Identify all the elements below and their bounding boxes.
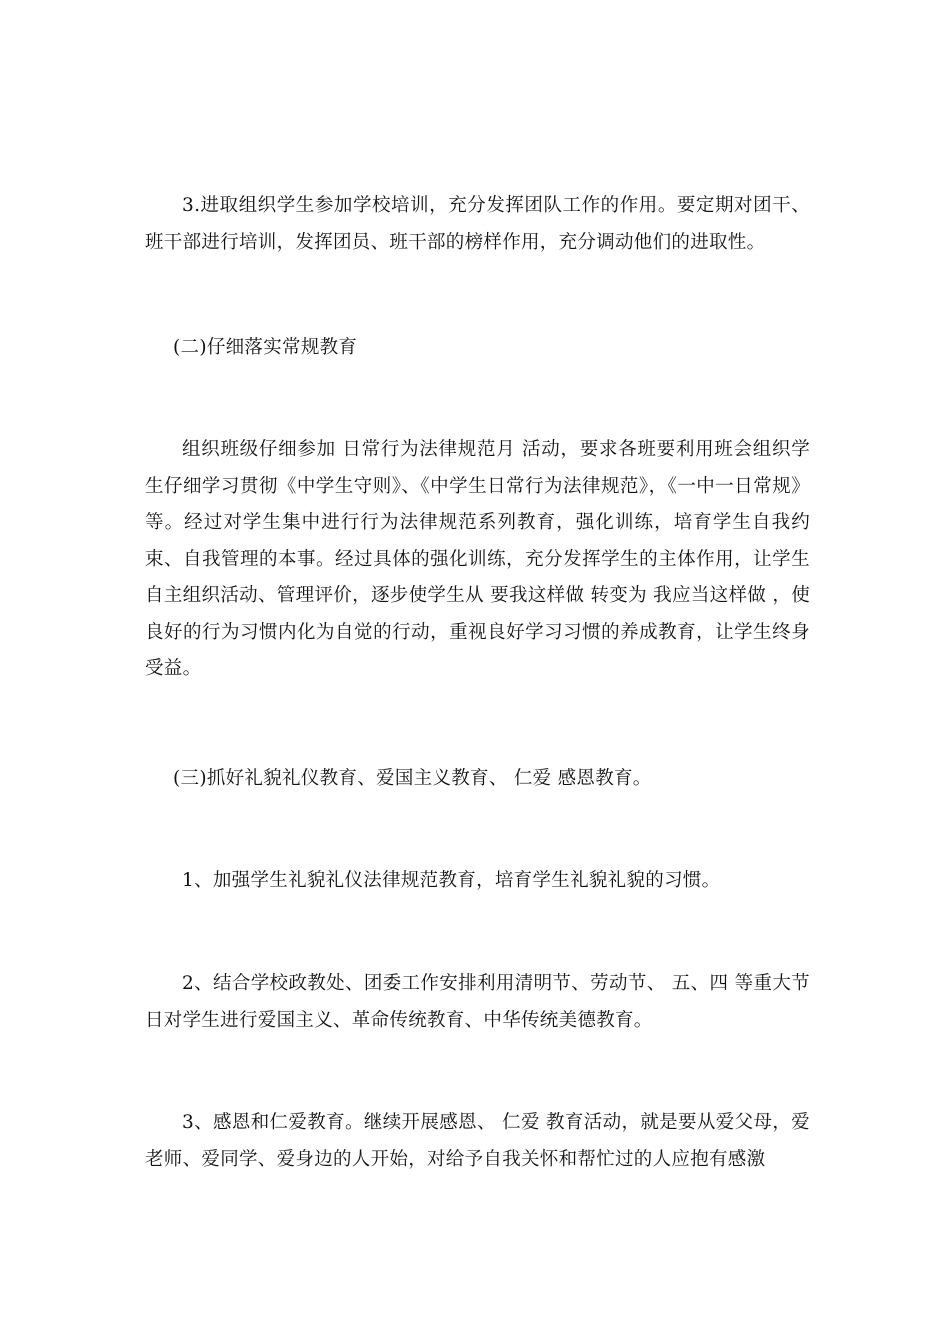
paragraph-etiquette: 1、加强学生礼貌礼仪法律规范教育，培育学生礼貌礼貌的习惯。 xyxy=(182,870,721,891)
section-heading-routine-education: (二)仔细落实常规教育 xyxy=(173,337,358,358)
paragraph-gratitude: 3、感恩和仁爱教育。继续开展感恩、 仁爱 教育活动，就是要从爱父母，爱老师、爱同学、爱身边的人开始，对给予自我关怀和帮忙过的人应抱有感激 xyxy=(145,1112,810,1170)
paragraph-patriotism: 2、结合学校政教处、团委工作安排利用清明节、劳动节、 五、四 等重大节日对学生进行爱国主义、革命传统教育、中华传统美德教育。 xyxy=(145,973,810,1031)
section-heading-etiquette-patriotism: (三)抓好礼貌礼仪教育、爱国主义教育、 仁爱 感恩教育。 xyxy=(173,768,652,789)
paragraph-routine-education: 组织班级仔细参加 日常行为法律规范月 活动，要求各班要利用班会组织学生仔细学习贯彻《中学生守则》、《中学生日常行为法律规范》，《一中一日常规》等。经过对学生集中进行行为法律规范系列教育，强化训练，培育学生自我约束、自我管理的本事。经过具体的强化训练，充分发挥学生的主体作用，让学生自主组织活动、管理评价，逐步使学生从 要我这样做 转变为 我应当这样做 ，使良好的行为习惯内化为自觉的行动，重视良好学习习惯的养成教育，让学生终身受益。 xyxy=(145,439,810,679)
paragraph-team-training: 3.进取组织学生参加学校培训，充分发挥团队工作的作用。要定期对团干、班干部进行培训，发挥团员、班干部的榜样作用，充分调动他们的进取性。 xyxy=(145,195,810,253)
